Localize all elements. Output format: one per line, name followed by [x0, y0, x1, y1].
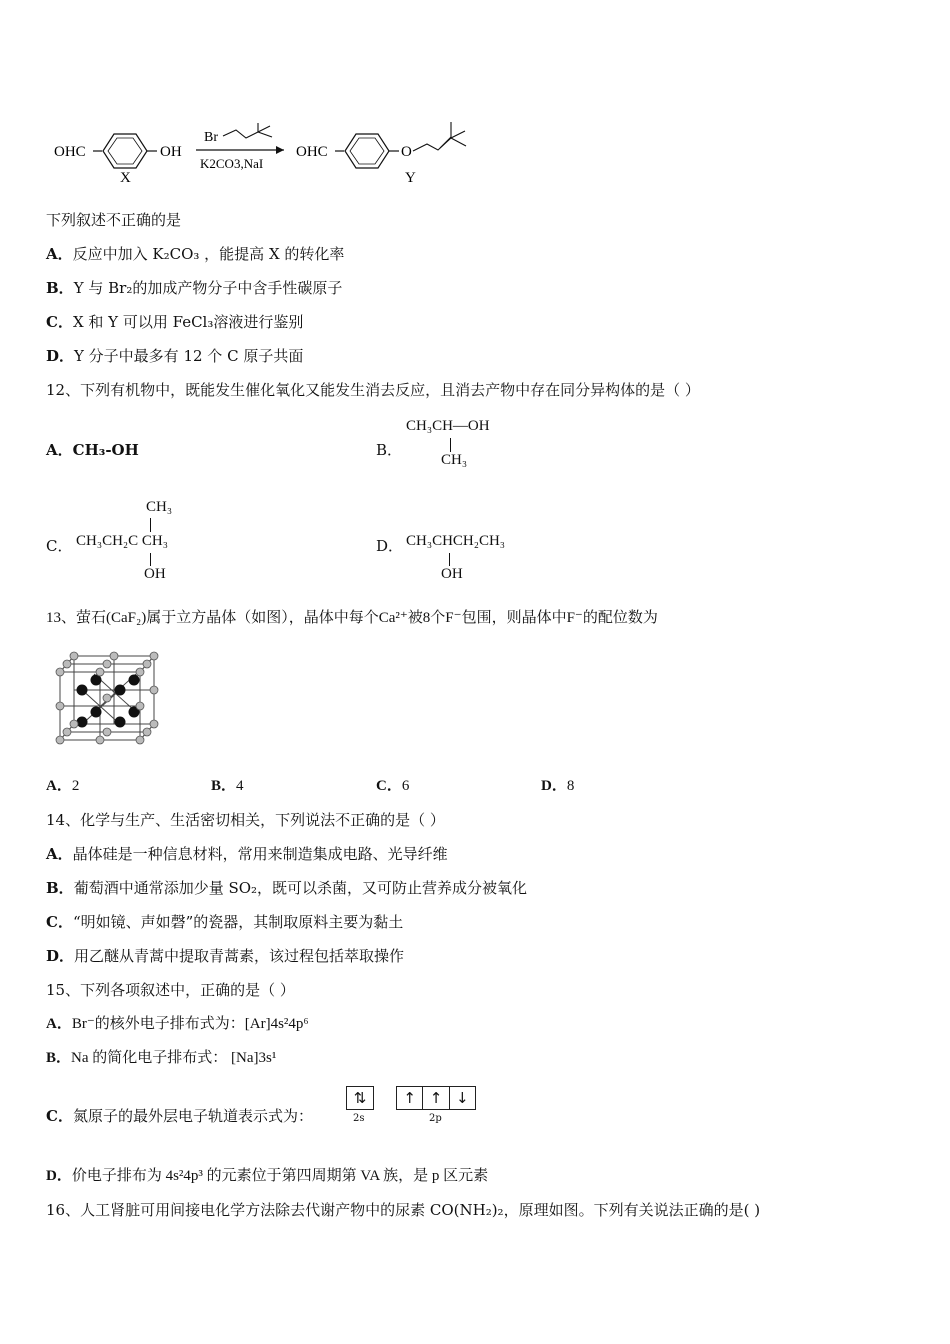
- q11-option-b[interactable]: B．Y 与 Br₂的加成产物分子中含手性碳原子: [46, 279, 343, 297]
- q14-option-c[interactable]: C．“明如镜、声如磬”的瓷器，其制取原料主要为黏土: [46, 913, 404, 931]
- orbital-boxes-2p: [396, 1086, 476, 1110]
- q13-option-b[interactable]: B．4: [211, 778, 244, 794]
- q11-option-c[interactable]: C．X 和 Y 可以用 FeCl₃溶液进行鉴别: [46, 313, 304, 331]
- orbital-box-2p-3: ↓: [456, 1089, 469, 1107]
- q12-option-d-hydroxyl: OH: [441, 566, 463, 582]
- q12-option-d-letter[interactable]: D．: [376, 537, 404, 555]
- q11-option-d[interactable]: D．Y 分子中最多有 12 个 C 原子共面: [46, 347, 304, 365]
- q12-option-d-main-chain: CH₃CHCH₂CH₃: [406, 533, 506, 549]
- q15-option-d[interactable]: D．价电子排布为 4s²4p³ 的元素位于第四周期第 VA 族，是 p 区元素: [46, 1168, 489, 1184]
- q12-option-b-letter[interactable]: B．: [376, 441, 403, 459]
- q13-option-d[interactable]: D．8: [541, 778, 575, 794]
- orbital-box-2s: ⇅: [346, 1086, 374, 1110]
- q14-option-d[interactable]: D．用乙醚从青蒿中提取青蒿素，该过程包括萃取操作: [46, 947, 405, 965]
- reactant-label: X: [120, 170, 131, 186]
- q12-option-c-main-chain: CH₃CH₂C CH₃: [76, 533, 168, 549]
- reagent-bromo: Br: [204, 130, 218, 145]
- reaction-scheme: [40, 112, 500, 192]
- q12-option-c-bond-bottom: [150, 553, 151, 566]
- q12-option-c-letter[interactable]: C．: [46, 537, 73, 555]
- q11-stem: 下列叙述不正确的是: [46, 211, 182, 229]
- q12-stem: 12、下列有机物中，既能发生催化氧化又能发生消去反应，且消去产物中存在同分异构体的是（ ）: [46, 381, 700, 399]
- q12-option-a[interactable]: A．CH₃-OH: [46, 441, 139, 459]
- orbital-box-2p-1: ↑: [397, 1087, 423, 1109]
- q12-option-c-top-methyl: CH₃: [146, 499, 173, 515]
- orbital-label-2p: 2p: [429, 1113, 442, 1124]
- orbital-box-2p-2: ↑: [423, 1087, 449, 1109]
- benzene-ring-x: [103, 134, 147, 168]
- q12-option-b-branch: CH₃: [441, 452, 468, 468]
- reactant-hydroxyl-group: OH: [160, 144, 182, 160]
- q13-option-a[interactable]: A．2: [46, 778, 80, 794]
- reagent-conditions: K2CO3,NaI: [200, 156, 264, 171]
- product-aldehyde-group: OHC: [296, 144, 328, 160]
- product-ether-oxygen: O: [401, 144, 412, 160]
- q11-option-a[interactable]: A．反应中加入 K₂CO₃ ，能提高 X 的转化率: [46, 245, 345, 263]
- fluorite-crystal-lattice: [50, 650, 162, 746]
- product-label: Y: [405, 170, 416, 186]
- q13-option-c[interactable]: C．6: [376, 778, 410, 794]
- q16-stem: 16、人工肾脏可用间接电化学方法除去代谢产物中的尿素 CO(NH₂)₂，原理如图。下列有关说法正确的是( ): [46, 1201, 761, 1219]
- q15-option-b[interactable]: B．Na 的简化电子排布式： [Na]3s¹: [46, 1050, 277, 1066]
- orbital-label-2s: 2s: [353, 1113, 365, 1124]
- q15-stem: 15、下列各项叙述中，正确的是（ ）: [46, 981, 295, 999]
- q15-option-c[interactable]: C．氮原子的最外层电子轨道表示式为：: [46, 1107, 313, 1125]
- q14-option-b[interactable]: B．葡萄酒中通常添加少量 SO₂，既可以杀菌，又可防止营养成分被氧化: [46, 879, 528, 897]
- q12-option-b-bond: [450, 438, 451, 452]
- q12-option-c-hydroxyl: OH: [144, 566, 166, 582]
- reactant-aldehyde-group: OHC: [54, 144, 86, 160]
- q13-stem: 13、萤石(CaF₂)属于立方晶体（如图），晶体中每个Ca²⁺被8个F⁻包围，则晶体中F⁻的配位数为: [46, 610, 658, 626]
- q15-option-a[interactable]: A．Br⁻的核外电子排布式为：[Ar]4s²4p⁶: [46, 1016, 309, 1032]
- q14-stem: 14、化学与生产、生活密切相关，下列说法不正确的是（ ）: [46, 811, 445, 829]
- q12-option-b-main-chain: CH₃CH—OH: [406, 418, 490, 434]
- q12-option-d-bond: [449, 553, 450, 566]
- benzene-ring-y: [345, 134, 389, 168]
- q14-option-a[interactable]: A．晶体硅是一种信息材料，常用来制造集成电路、光导纤维: [46, 845, 448, 863]
- q12-option-c-bond-top: [150, 518, 151, 532]
